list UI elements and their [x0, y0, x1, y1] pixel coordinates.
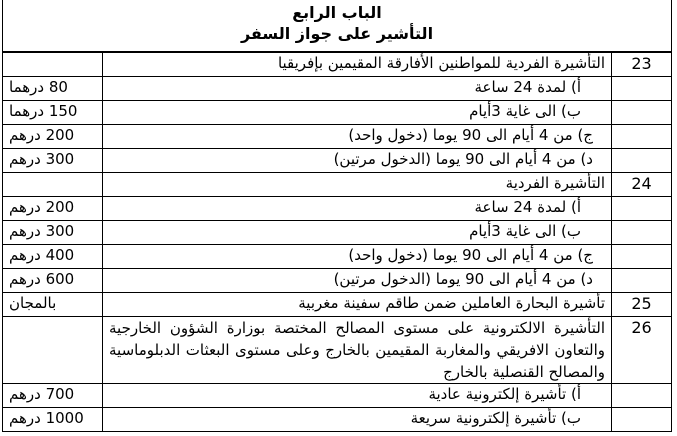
description-cell: ب) تأشيرة إلكترونية سريعة: [103, 408, 612, 432]
item-number-cell: [612, 269, 672, 293]
description-cell: ب) الى غاية 3أيام: [103, 101, 612, 125]
description-cell: ب) الى غاية 3أيام: [103, 221, 612, 245]
fee-cell: [3, 317, 103, 384]
item-number-cell: [612, 408, 672, 432]
item-number-cell: [612, 149, 672, 173]
table-row: [3, 384, 672, 408]
description-cell: أ) تأشيرة إلكترونية عادية: [103, 384, 612, 408]
table-row: [3, 149, 672, 173]
fee-cell: 150 درهما: [3, 101, 103, 125]
fee-cell: 1000 درهم: [3, 408, 103, 432]
table-row: [3, 101, 672, 125]
table-row: [3, 221, 672, 245]
chapter-subject: التأشير على جواز السفر: [240, 24, 434, 43]
item-number-cell: [612, 221, 672, 245]
item-number-cell: 26: [612, 317, 672, 384]
fee-cell: 600 درهم: [3, 269, 103, 293]
description-cell: د) من 4 أيام الى 90 يوما (الدخول مرتين): [103, 149, 612, 173]
description-cell: أ) لمدة 24 ساعة: [103, 77, 612, 101]
table-row: [3, 317, 672, 384]
description-cell: أ) لمدة 24 ساعة: [103, 197, 612, 221]
table-row: [3, 173, 672, 197]
item-number-cell: [612, 245, 672, 269]
table-row: [3, 53, 672, 77]
visa-fee-table: [2, 52, 672, 432]
fee-cell: 200 درهم: [3, 197, 103, 221]
fee-cell: بالمجان: [3, 293, 103, 317]
table-row: [3, 77, 672, 101]
item-number-cell: 24: [612, 173, 672, 197]
description-cell: ج) من 4 أيام الى 90 يوما (دخول واحد): [103, 245, 612, 269]
fee-cell: 80 درهما: [3, 77, 103, 101]
table-row: [3, 125, 672, 149]
fee-cell: 400 درهم: [3, 245, 103, 269]
item-number-cell: [612, 197, 672, 221]
description-cell: التأشيرة الفردية: [103, 173, 612, 197]
fee-cell: [3, 173, 103, 197]
table-row: [3, 408, 672, 432]
item-number-cell: [612, 77, 672, 101]
item-number-cell: 25: [612, 293, 672, 317]
item-number-cell: [612, 125, 672, 149]
chapter-title: الباب الرابع: [292, 3, 382, 22]
description-cell: ج) من 4 أيام الى 90 يوما (دخول واحد): [103, 125, 612, 149]
item-number-cell: [612, 101, 672, 125]
chapter-header: [2, 0, 672, 52]
description-cell: التأشيرة الالكترونية على مستوى المصالح المختصة بوزارة الشؤون الخارجية والتعاون الافريقي والمغاربة المقيمين بالخارج وعلى مستوى البعثات الدبلوماسية والمصالح القنصلية بالخارج: [103, 317, 612, 384]
description-cell: د) من 4 أيام الى 90 يوما (الدخول مرتين): [103, 269, 612, 293]
table-row: [3, 245, 672, 269]
fee-cell: [3, 53, 103, 77]
fee-cell: 300 درهم: [3, 221, 103, 245]
description-cell: تأشيرة البحارة العاملين ضمن طاقم سفينة مغربية: [103, 293, 612, 317]
item-number-cell: [612, 384, 672, 408]
table-row: [3, 269, 672, 293]
fee-cell: 700 درهم: [3, 384, 103, 408]
description-cell: التأشيرة الفردية للمواطنين الأفارقة المقيمين بإفريقيا: [103, 53, 612, 77]
fee-cell: 300 درهم: [3, 149, 103, 173]
table-row: [3, 197, 672, 221]
table-row: [3, 293, 672, 317]
fee-cell: 200 درهم: [3, 125, 103, 149]
item-number-cell: 23: [612, 53, 672, 77]
